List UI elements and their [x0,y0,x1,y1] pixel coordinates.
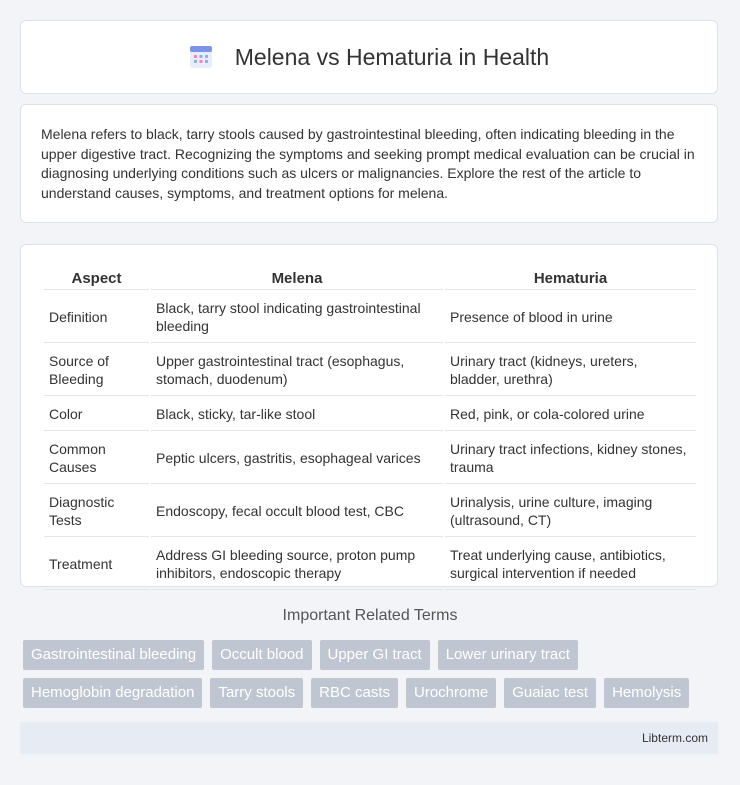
tag-link[interactable]: Tarry stools [210,678,303,708]
tag-link[interactable]: Occult blood [212,640,311,670]
table-row [44,433,696,484]
tag-link[interactable]: RBC casts [311,678,398,708]
aspect-cell: Source of Bleeding [44,345,149,396]
aspect-cell: Definition [44,292,149,343]
table-row [44,539,696,590]
header-aspect: Aspect [44,267,149,290]
page-title: Melena vs Hematuria in Health [234,43,550,70]
melena-cell: Black, tarry stool indicating gastrointestinal bleeding [151,292,443,343]
tag-link[interactable]: Hemolysis [604,678,689,708]
melena-cell: Peptic ulcers, gastritis, esophageal varices [151,433,443,484]
hematuria-cell: Treat underlying cause, antibiotics, surgical intervention if needed [445,539,696,590]
aspect-cell: Color [44,398,149,431]
tag-link[interactable]: Gastrointestinal bleeding [23,640,204,670]
tag-link[interactable]: Upper GI tract [320,640,430,670]
table-row [44,345,696,396]
footer [20,722,718,754]
related-terms-title: Important Related Terms [282,607,458,624]
hematuria-cell: Presence of blood in urine [445,292,696,343]
related-terms-tags [23,640,723,708]
table-header-row [44,267,696,290]
header-melena: Melena [151,267,443,290]
comparison-table-card [20,244,718,587]
melena-cell: Black, sticky, tar-like stool [151,398,443,431]
melena-cell: Address GI bleeding source, proton pump inhibitors, endoscopic therapy [151,539,443,590]
table-row [44,292,696,343]
aspect-cell: Common Causes [44,433,149,484]
melena-cell: Endoscopy, fecal occult blood test, CBC [151,486,443,537]
tag-link[interactable]: Urochrome [406,678,496,708]
hematuria-cell: Urinalysis, urine culture, imaging (ultrasound, CT) [445,486,696,537]
table-row [44,398,696,431]
table-row [44,486,696,537]
header-card [20,20,718,94]
table-grid-icon [189,44,213,70]
footer-site-link[interactable]: Libterm.com [641,731,708,745]
aspect-cell: Diagnostic Tests [44,486,149,537]
hematuria-cell: Urinary tract infections, kidney stones, trauma [445,433,696,484]
intro-card [20,104,718,223]
tag-link[interactable]: Hemoglobin degradation [23,678,202,708]
tag-link[interactable]: Guaiac test [504,678,596,708]
tag-link[interactable]: Lower urinary tract [438,640,578,670]
intro-paragraph: Melena refers to black, tarry stools caused by gastrointestinal bleeding, often indicating bleeding in the upper digestive tract. Recognizing the symptoms and seeking prompt medical evaluation can be crucial in diagnosing underlying conditions such as ulcers or malignancies. Explore the rest of the article to understand causes, symptoms, and treatment options for melena. [41,126,695,201]
hematuria-cell: Red, pink, or cola-colored urine [445,398,696,431]
aspect-cell: Treatment [44,539,149,590]
melena-cell: Upper gastrointestinal tract (esophagus, stomach, duodenum) [151,345,443,396]
header-hematuria: Hematuria [445,267,696,290]
hematuria-cell: Urinary tract (kidneys, ureters, bladder, urethra) [445,345,696,396]
comparison-table [42,265,698,592]
